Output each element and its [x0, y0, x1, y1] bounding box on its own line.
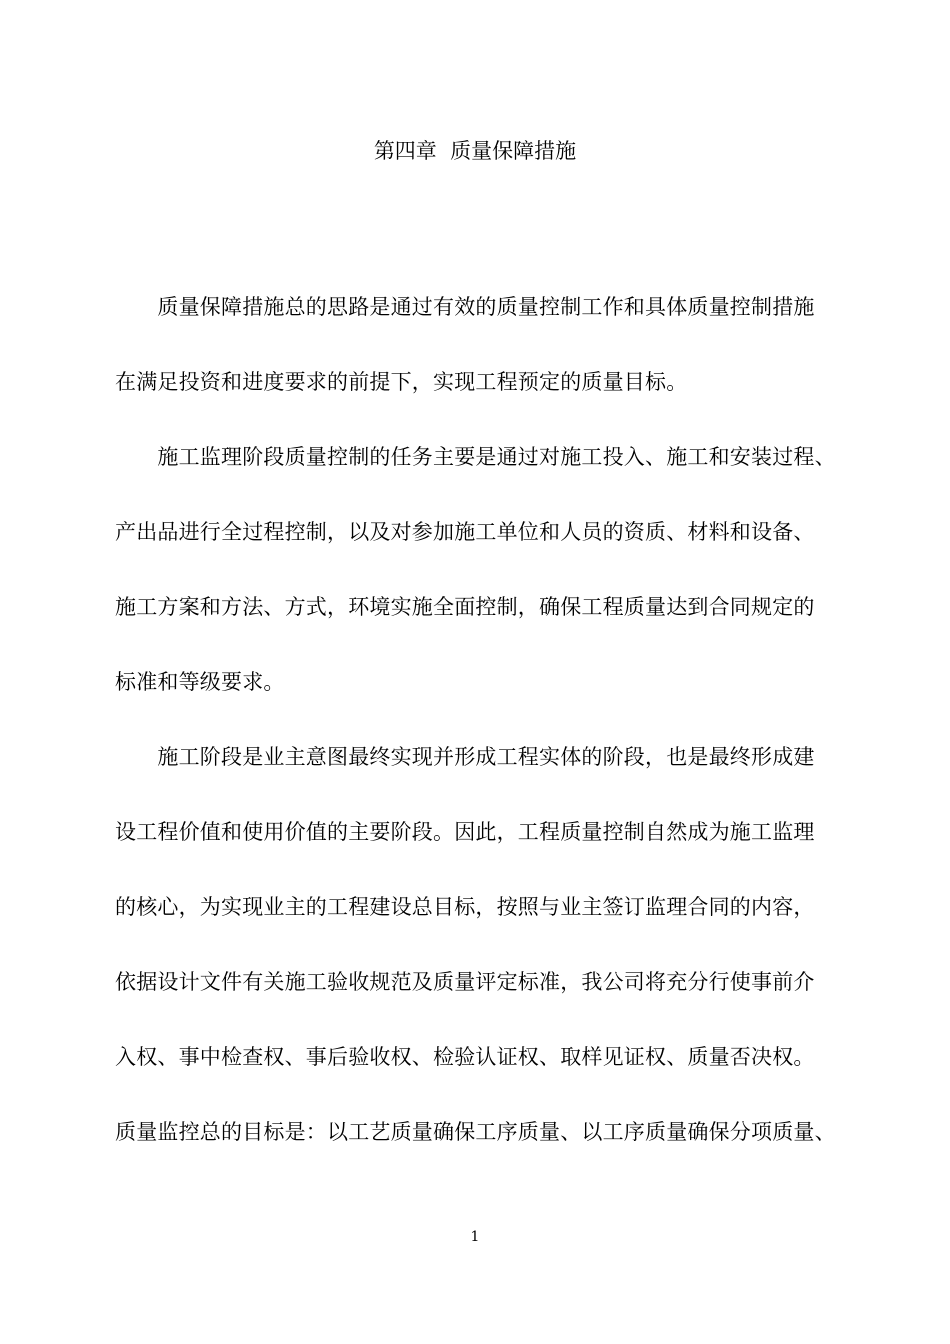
- paragraph-line: 产出品进行全过程控制，以及对参加施工单位和人员的资质、材料和设备、: [115, 520, 815, 544]
- chapter-title: 第四章 质量保障措施: [373, 139, 577, 163]
- paragraph-line: 依据设计文件有关施工验收规范及质量评定标准，我公司将充分行使事前介: [115, 970, 815, 994]
- paragraph-line: 施工方案和方法、方式，环境实施全面控制，确保工程质量达到合同规定的: [115, 595, 815, 619]
- page-number: 1: [470, 1229, 480, 1245]
- paragraph-line: 施工阶段是业主意图最终实现并形成工程实体的阶段，也是最终形成建: [115, 745, 815, 769]
- paragraph-line: 的核心，为实现业主的工程建设总目标，按照与业主签订监理合同的内容，: [115, 895, 815, 919]
- paragraph-line: 设工程价值和使用价值的主要阶段。因此，工程质量控制自然成为施工监理: [115, 820, 815, 844]
- paragraph-line: 入权、事中检查权、事后验收权、检验认证权、取样见证权、质量否决权。: [115, 1045, 815, 1069]
- paragraph-line: 质量保障措施总的思路是通过有效的质量控制工作和具体质量控制措施: [115, 295, 815, 319]
- paragraph-line: 在满足投资和进度要求的前提下，实现工程预定的质量目标。: [115, 370, 688, 394]
- paragraph-line: 施工监理阶段质量控制的任务主要是通过对施工投入、施工和安装过程、: [115, 445, 836, 469]
- paragraph-line: 标准和等级要求。: [115, 670, 285, 694]
- paragraph-line: 质量监控总的目标是：以工艺质量确保工序质量、以工序质量确保分项质量、: [115, 1120, 836, 1144]
